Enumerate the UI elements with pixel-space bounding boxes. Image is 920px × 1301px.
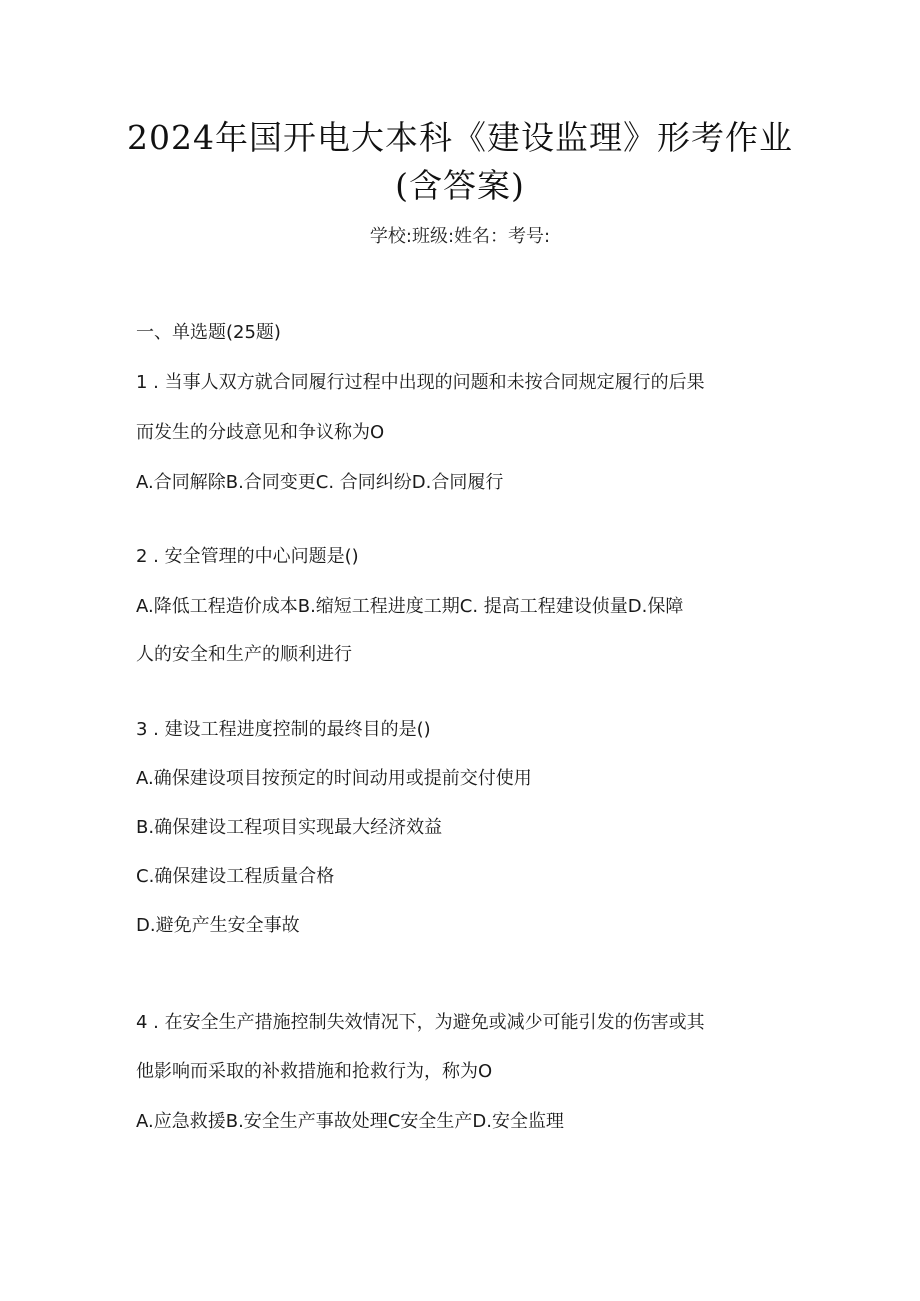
question-1-stem: 1 . 当事人双方就合同履行过程中出现的问题和未按合同规定履行的后果 (136, 372, 705, 393)
question-3-option-b: B.确保建设工程项目实现最大经济效益 (136, 817, 443, 838)
question-3-stem: 3 . 建设工程进度控制的最终目的是() (136, 719, 431, 740)
question-4-options: A.应急救援B.安全生产事故处理C安全生产D.安全监理 (136, 1111, 564, 1132)
question-4-stem: 4 . 在安全生产措施控制失效情况下，为避免或减少可能引发的伤害或其 (136, 1012, 705, 1033)
question-2-options: A.降低工程造价成本B.缩短工程进度工期C. 提高工程建设侦量D.保障 (136, 596, 684, 617)
question-1-options: A.合同解除B.合同变更C. 合同纠纷D.合同履行 (136, 472, 504, 493)
question-3-option-a: A.确保建设项目按预定的时间动用或提前交付使用 (136, 768, 532, 789)
document-title-subtitle: (含答案) (395, 166, 525, 205)
question-4-stem: 他影响而采取的补救措施和抢救行为，称为O (136, 1061, 493, 1082)
section-heading: 一、单选题(25题) (136, 322, 281, 343)
question-3-option-d: D.避免产生安全事故 (136, 915, 300, 936)
student-info-line: 学校:班级:姓名：考号: (369, 226, 551, 247)
question-2-options: 人的安全和生产的顺利进行 (136, 644, 352, 665)
document-title: 2024年国开电大本科《建设监理》形考作业 (127, 118, 793, 157)
question-2-stem: 2 . 安全管理的中心问题是() (136, 546, 359, 567)
question-3-option-c: C.确保建设工程质量合格 (136, 866, 335, 887)
question-1-stem: 而发生的分歧意见和争议称为O (136, 422, 385, 443)
